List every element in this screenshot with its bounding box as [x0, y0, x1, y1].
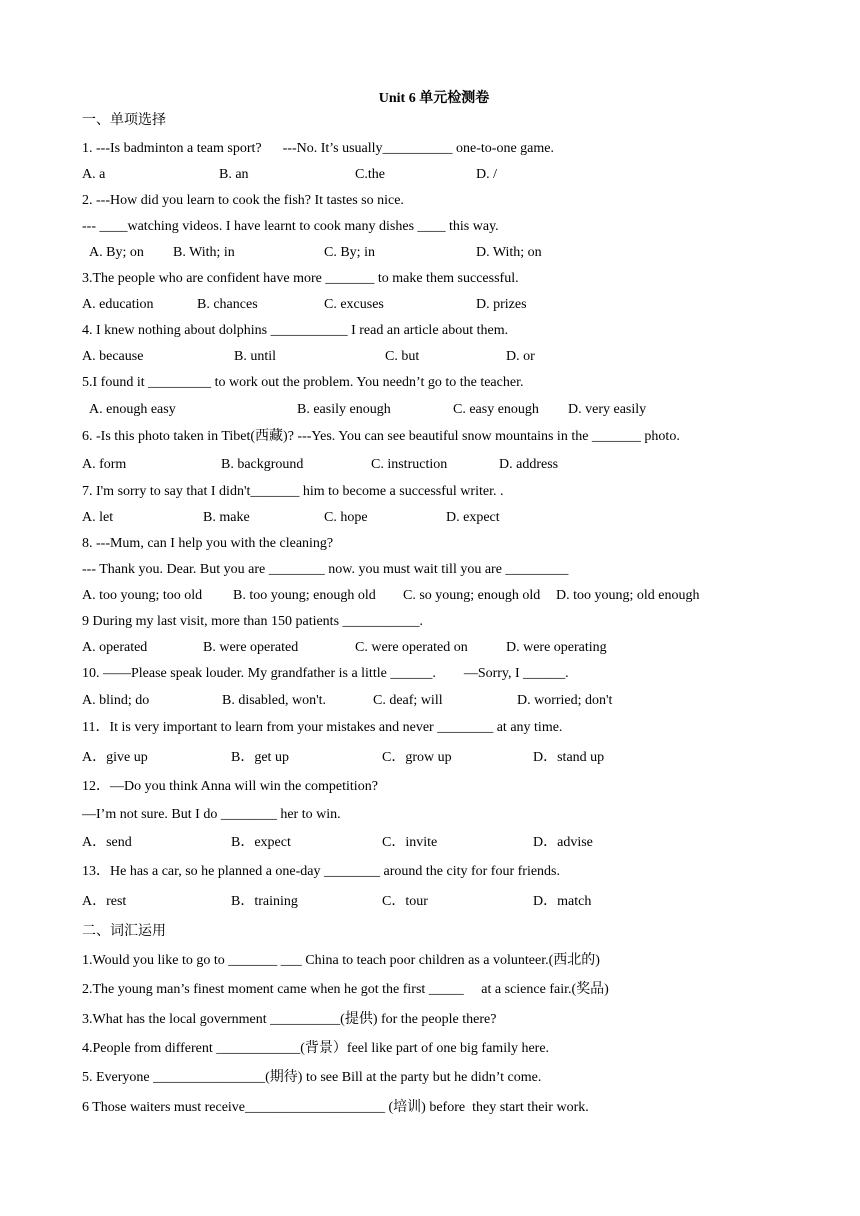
- option-c: C. instruction: [371, 457, 448, 472]
- question-12-text: 12．—Do you think Anna will win the competition?: [82, 779, 378, 794]
- option-a: A. blind; do: [82, 693, 150, 708]
- question-10-options: [0, 691, 860, 711]
- option-c: C．grow up: [382, 750, 452, 765]
- option-b: B. easily enough: [297, 402, 391, 417]
- question-5-options: [0, 400, 860, 420]
- option-a: A. a: [82, 167, 106, 182]
- question-8-options: [0, 586, 860, 606]
- option-c: C．tour: [382, 894, 428, 909]
- question-4-text: 4. I knew nothing about dolphins ___________ I read an article about them.: [82, 323, 509, 338]
- option-d: D. /: [476, 167, 497, 182]
- option-b: B. were operated: [203, 640, 299, 655]
- option-d: D. With; on: [476, 245, 542, 260]
- option-a: A. let: [82, 510, 114, 525]
- question-11-options: [0, 748, 860, 768]
- option-a: A. operated: [82, 640, 148, 655]
- option-a: A. By; on: [89, 245, 144, 260]
- option-c: C. deaf; will: [373, 693, 443, 708]
- vocab-item-6: 6 Those waiters must receive____________________ (培训) before they start their work.: [82, 1100, 589, 1115]
- section-heading-vocabulary: 二、词汇运用: [82, 923, 166, 939]
- option-a: A．send: [82, 835, 132, 850]
- option-b: B. disabled, won't.: [222, 693, 327, 708]
- question-1-text: 1. ---Is badminton a team sport? ---No. It’s usually__________ one-to-one game.: [82, 141, 555, 156]
- option-a: A. enough easy: [89, 402, 176, 417]
- option-d: D．match: [533, 894, 592, 909]
- option-b: B. background: [221, 457, 304, 472]
- vocab-item-1: 1.Would you like to go to _______ ___ China to teach poor children as a volunteer.(西北的): [82, 953, 600, 968]
- option-b: B. an: [219, 167, 249, 182]
- question-2-text: 2. ---How did you learn to cook the fish? It tastes so nice.: [82, 193, 404, 208]
- option-a: A. form: [82, 457, 127, 472]
- page-title: Unit 6 单元检测卷: [378, 91, 490, 106]
- option-b: B. until: [234, 349, 277, 364]
- question-10-text: 10. ——Please speak louder. My grandfather is a little ______. —Sorry, I ______.: [82, 666, 569, 681]
- question-7-options: [0, 508, 860, 528]
- option-b: B．expect: [231, 835, 291, 850]
- vocab-item-2: 2.The young man’s finest moment came when he got the first _____ at a science fair.(奖品): [82, 982, 609, 997]
- option-c: C. but: [385, 349, 420, 364]
- option-d: D. prizes: [476, 297, 527, 312]
- option-d: D. address: [499, 457, 559, 472]
- question-4-options: [0, 347, 860, 367]
- option-c: C. were operated on: [355, 640, 468, 655]
- option-d: D．stand up: [533, 750, 605, 765]
- question-11-text: 11．It is very important to learn from your mistakes and never ________ at any time.: [82, 720, 563, 735]
- option-c: C. easy enough: [453, 402, 539, 417]
- question-9-options: [0, 638, 860, 658]
- option-d: D. or: [506, 349, 535, 364]
- question-9-text: 9 During my last visit, more than 150 patients ___________.: [82, 614, 424, 629]
- question-3-options: [0, 295, 860, 315]
- question-8-text-line2: --- Thank you. Dear. But you are ________ now. you must wait till you are _________: [82, 562, 569, 577]
- option-a: A. education: [82, 297, 154, 312]
- question-8-text: 8. ---Mum, can I help you with the cleaning?: [82, 536, 334, 551]
- option-d: D. were operating: [506, 640, 607, 655]
- question-7-text: 7. I'm sorry to say that I didn't_______ him to become a successful writer. .: [82, 484, 504, 499]
- option-b: B. With; in: [173, 245, 235, 260]
- option-c: C. excuses: [324, 297, 384, 312]
- option-b: B. too young; enough old: [233, 588, 376, 603]
- question-2-text-line2: --- ____watching videos. I have learnt to cook many dishes ____ this way.: [82, 219, 499, 234]
- option-c: C. By; in: [324, 245, 375, 260]
- option-a: A. too young; too old: [82, 588, 203, 603]
- section-heading-multiple-choice: 一、单项选择: [82, 112, 166, 128]
- option-d: D. very easily: [568, 402, 647, 417]
- question-5-text: 5.I found it _________ to work out the problem. You needn’t go to the teacher.: [82, 375, 524, 390]
- vocab-item-5: 5. Everyone ________________(期待) to see Bill at the party but he didn’t come.: [82, 1070, 542, 1085]
- option-d: D．advise: [533, 835, 593, 850]
- option-c: C. so young; enough old: [403, 588, 541, 603]
- question-13-options: [0, 892, 860, 912]
- option-c: C. hope: [324, 510, 368, 525]
- question-12-options: [0, 833, 860, 853]
- option-d: D. worried; don't: [517, 693, 613, 708]
- option-c: C．invite: [382, 835, 438, 850]
- question-13-text: 13．He has a car, so he planned a one-day ________ around the city for four friends.: [82, 864, 561, 879]
- question-3-text: 3.The people who are confident have more _______ to make them successful.: [82, 271, 519, 286]
- vocab-item-3: 3.What has the local government __________(提供) for the people there?: [82, 1012, 497, 1027]
- option-a: A．give up: [82, 750, 148, 765]
- option-d: D. expect: [446, 510, 500, 525]
- question-1-options: [0, 165, 860, 185]
- option-b: B. make: [203, 510, 250, 525]
- question-6-options: [0, 455, 860, 475]
- question-6-text: 6. -Is this photo taken in Tibet(西藏)? ---Yes. You can see beautiful snow mountains in the _______ photo.: [82, 429, 680, 444]
- option-b: B．get up: [231, 750, 289, 765]
- option-c: C.the: [355, 167, 385, 182]
- question-2-options: [0, 243, 860, 263]
- question-12-text-line2: —I’m not sure. But I do ________ her to win.: [82, 807, 341, 822]
- option-a: A．rest: [82, 894, 127, 909]
- option-b: B．training: [231, 894, 298, 909]
- option-d: D. too young; old enough: [556, 588, 700, 603]
- vocab-item-4: 4.People from different ____________(背景）feel like part of one big family here.: [82, 1041, 550, 1056]
- option-b: B. chances: [197, 297, 258, 312]
- option-a: A. because: [82, 349, 144, 364]
